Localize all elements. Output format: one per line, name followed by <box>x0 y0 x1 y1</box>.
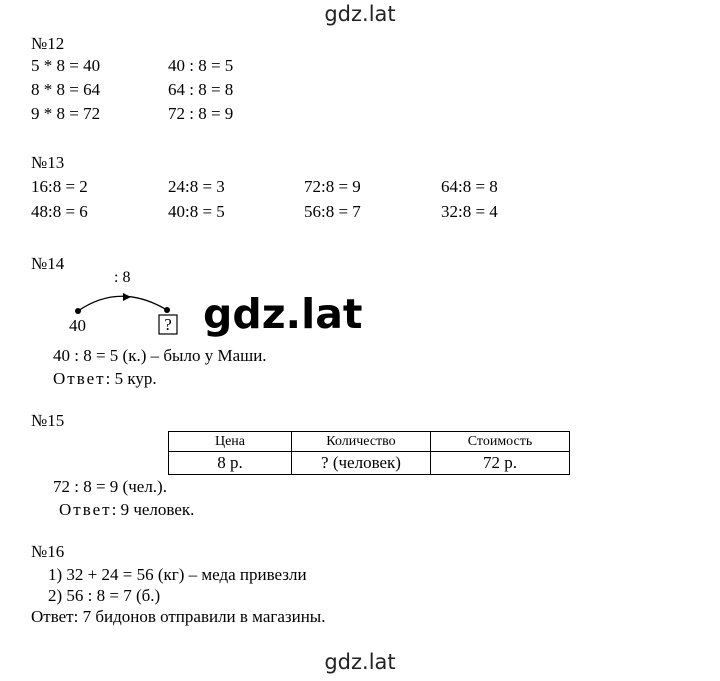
scheme-operation-label: : 8 <box>114 269 131 286</box>
table-cell: ? (человек) <box>292 452 431 475</box>
table-cell: 8 р. <box>169 452 292 475</box>
task-12-line: 72 : 8 = 9 <box>168 104 234 123</box>
task-13-item: 56:8 = 7 <box>304 202 361 221</box>
watermark-top: gdz.lat <box>324 2 396 26</box>
task-14-answer <box>53 369 157 389</box>
task-13-item: 40:8 = 5 <box>168 202 225 221</box>
table-header-row <box>169 432 570 452</box>
task-13-item: 24:8 = 3 <box>168 177 225 196</box>
task-14-solution: 40 : 8 = 5 (к.) – было у Маши. <box>53 346 267 365</box>
scheme-arrowhead <box>123 293 131 301</box>
scheme-end-point <box>164 307 170 313</box>
table-header-cell: Цена <box>169 432 292 452</box>
scheme-start-label: 40 <box>69 316 86 335</box>
scheme-start-point <box>75 308 81 314</box>
task-13-item: 32:8 = 4 <box>441 202 498 221</box>
scheme-unknown-label: ? <box>164 315 172 334</box>
task-12-line: 40 : 8 = 5 <box>168 56 234 75</box>
watermark-bottom: gdz.lat <box>324 650 396 674</box>
task-15-title: №15 <box>31 411 65 430</box>
table-header-cell: Количество <box>292 432 431 452</box>
answer-label: Ответ <box>53 369 106 388</box>
scheme-arc <box>78 296 167 311</box>
answer-text: : 5 кур. <box>105 369 157 388</box>
watermark-middle: gdz.lat <box>203 290 363 338</box>
task-13-item: 72:8 = 9 <box>304 177 361 196</box>
task-12-title: №12 <box>31 34 65 53</box>
task-13-item: 16:8 = 2 <box>31 177 88 196</box>
task-15-solution: 72 : 8 = 9 (чел.). <box>53 477 167 496</box>
task-16-answer: Ответ: 7 бидонов отправили в магазины. <box>31 607 326 626</box>
task-12-line: 64 : 8 = 8 <box>168 80 234 99</box>
answer-text: : 9 человек. <box>111 500 195 519</box>
answer-label: Ответ <box>59 500 112 519</box>
task-12-line: 5 * 8 = 40 <box>31 56 101 75</box>
table-row <box>169 452 570 475</box>
task-13-item: 64:8 = 8 <box>441 177 498 196</box>
task-15-answer <box>59 500 194 520</box>
task-14-title: №14 <box>31 254 65 273</box>
table-cell: 72 р. <box>431 452 570 475</box>
price-quantity-cost-table <box>168 431 570 475</box>
task-13-item: 48:8 = 6 <box>31 202 88 221</box>
task-16-step: 2) 56 : 8 = 7 (б.) <box>48 586 161 605</box>
task-12-line: 8 * 8 = 64 <box>31 80 101 99</box>
task-16-step: 1) 32 + 24 = 56 (кг) – меда привезли <box>48 565 307 584</box>
table-header-cell: Стоимость <box>431 432 570 452</box>
task-13-title: №13 <box>31 153 65 172</box>
task-16-title: №16 <box>31 542 65 561</box>
task-12-line: 9 * 8 = 72 <box>31 104 101 123</box>
